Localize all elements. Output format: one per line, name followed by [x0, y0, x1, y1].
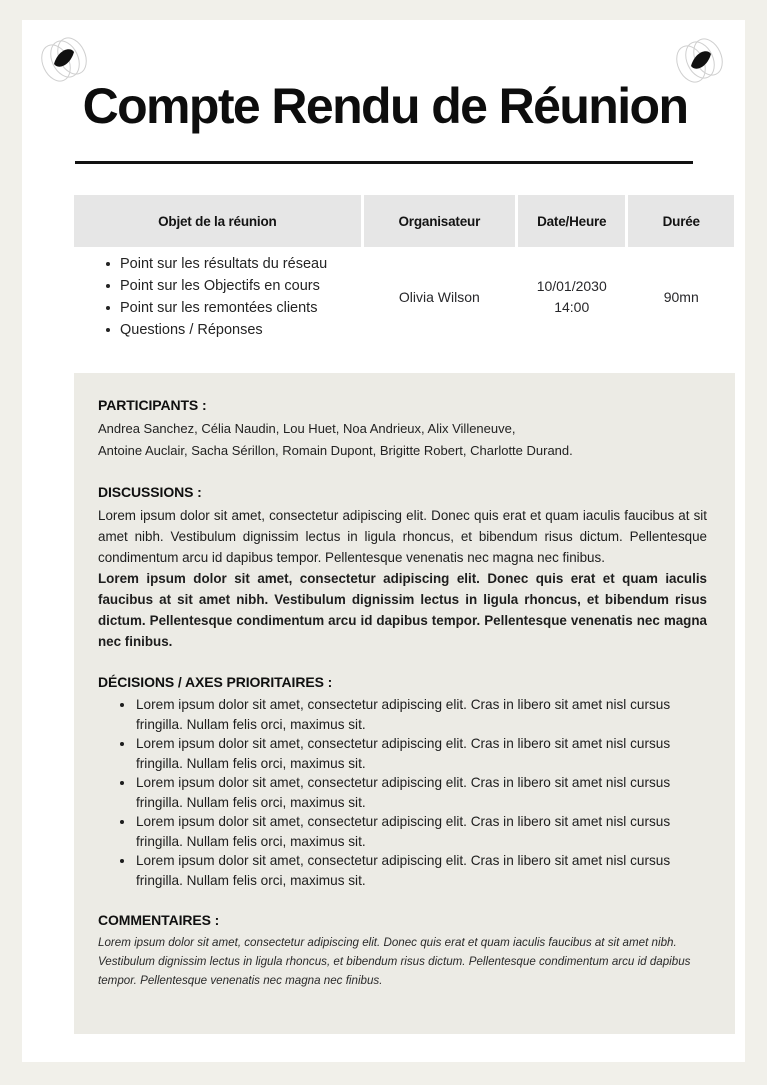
list-item: Lorem ipsum dolor sit amet, consectetur adipiscing elit. Cras in libero sit amet nisl cursus fringilla. Nullam felis orci, maximus sit. [120, 773, 707, 812]
discussions-heading: DISCUSSIONS : [98, 484, 202, 500]
table-header-objet: Objet de la réunion [74, 195, 361, 247]
title-divider [75, 161, 693, 164]
table-header-row [74, 195, 734, 247]
commentaires-heading: COMMENTAIRES : [98, 912, 220, 928]
meeting-date: 10/01/2030 [536, 278, 607, 294]
participants-line-1: Andrea Sanchez, Célia Naudin, Lou Huet, Noa Andrieux, Alix Villeneuve, [98, 421, 516, 436]
list-item: Questions / Réponses [106, 319, 357, 341]
list-item: Lorem ipsum dolor sit amet, consectetur adipiscing elit. Cras in libero sit amet nisl cursus fringilla. Nullam felis orci, maximus sit. [120, 851, 707, 890]
decisions-heading: DÉCISIONS / AXES PRIORITAIRES : [98, 674, 333, 690]
list-item: Lorem ipsum dolor sit amet, consectetur adipiscing elit. Cras in libero sit amet nisl cursus fringilla. Nullam felis orci, maximus sit. [120, 695, 707, 734]
participants-section [98, 397, 707, 462]
decisions-list [98, 695, 707, 890]
document-sheet [22, 20, 745, 1062]
list-item: Lorem ipsum dolor sit amet, consectetur adipiscing elit. Cras in libero sit amet nisl cursus fringilla. Nullam felis orci, maximus sit. [120, 734, 707, 773]
list-item: Point sur les Objectifs en cours [106, 275, 357, 297]
table-header-organisateur: Organisateur [364, 195, 515, 247]
list-item: Point sur les résultats du réseau [106, 253, 357, 275]
table-cell-objet [74, 247, 361, 347]
discussions-paragraph-2: Lorem ipsum dolor sit amet, consectetur adipiscing elit. Donec quis erat et quam iaculis faucibus at sit amet nibh. Vestibulum dignissim lectus in ligula rhoncus, et bibendum risus dictum. Pellentesque condimentum arcu id dapibus tempor. Pellentesque venenatis nec magna nec finibus. [98, 571, 707, 649]
page-title: Compte Rendu de Réunion [82, 78, 688, 134]
table-cell-date-heure [518, 247, 626, 347]
list-item: Lorem ipsum dolor sit amet, consectetur adipiscing elit. Cras in libero sit amet nisl cursus fringilla. Nullam felis orci, maximus sit. [120, 812, 707, 851]
table-header-duree: Durée [628, 195, 734, 247]
participants-heading: PARTICIPANTS : [98, 397, 207, 413]
content-panel [74, 373, 735, 1034]
participants-line-2: Antoine Auclair, Sacha Sérillon, Romain Dupont, Brigitte Robert, Charlotte Durand. [98, 443, 573, 458]
table-row [74, 247, 734, 347]
commentaires-body: Lorem ipsum dolor sit amet, consectetur adipiscing elit. Donec quis erat et quam iaculis faucibus at sit amet nibh. Vestibulum dignissim lectus in ligula rhoncus, et bibendum risus dictum. Pellentesque condimentum arcu id dapibus tempor. Pellentesque venenatis nec magna nec finibus. [98, 936, 691, 987]
table-header-date-heure: Date/Heure [518, 195, 626, 247]
discussions-section [98, 484, 707, 652]
decisions-section [98, 674, 707, 890]
table-cell-duree: 90mn [663, 289, 699, 305]
meeting-info-table [74, 195, 734, 347]
discussions-paragraph-1: Lorem ipsum dolor sit amet, consectetur adipiscing elit. Donec quis erat et quam iaculis faucibus at sit amet nibh. Vestibulum dignissim lectus in ligula rhoncus, et bibendum risus dictum. Pellentesque condimentum arcu id dapibus tempor. Pellentesque venenatis nec magna nec finibus. [98, 508, 707, 565]
meeting-time: 14:00 [554, 299, 590, 315]
objet-list [78, 253, 357, 341]
commentaires-section [98, 912, 707, 990]
list-item: Point sur les remontées clients [106, 297, 357, 319]
table-cell-organisateur: Olivia Wilson [398, 289, 480, 305]
